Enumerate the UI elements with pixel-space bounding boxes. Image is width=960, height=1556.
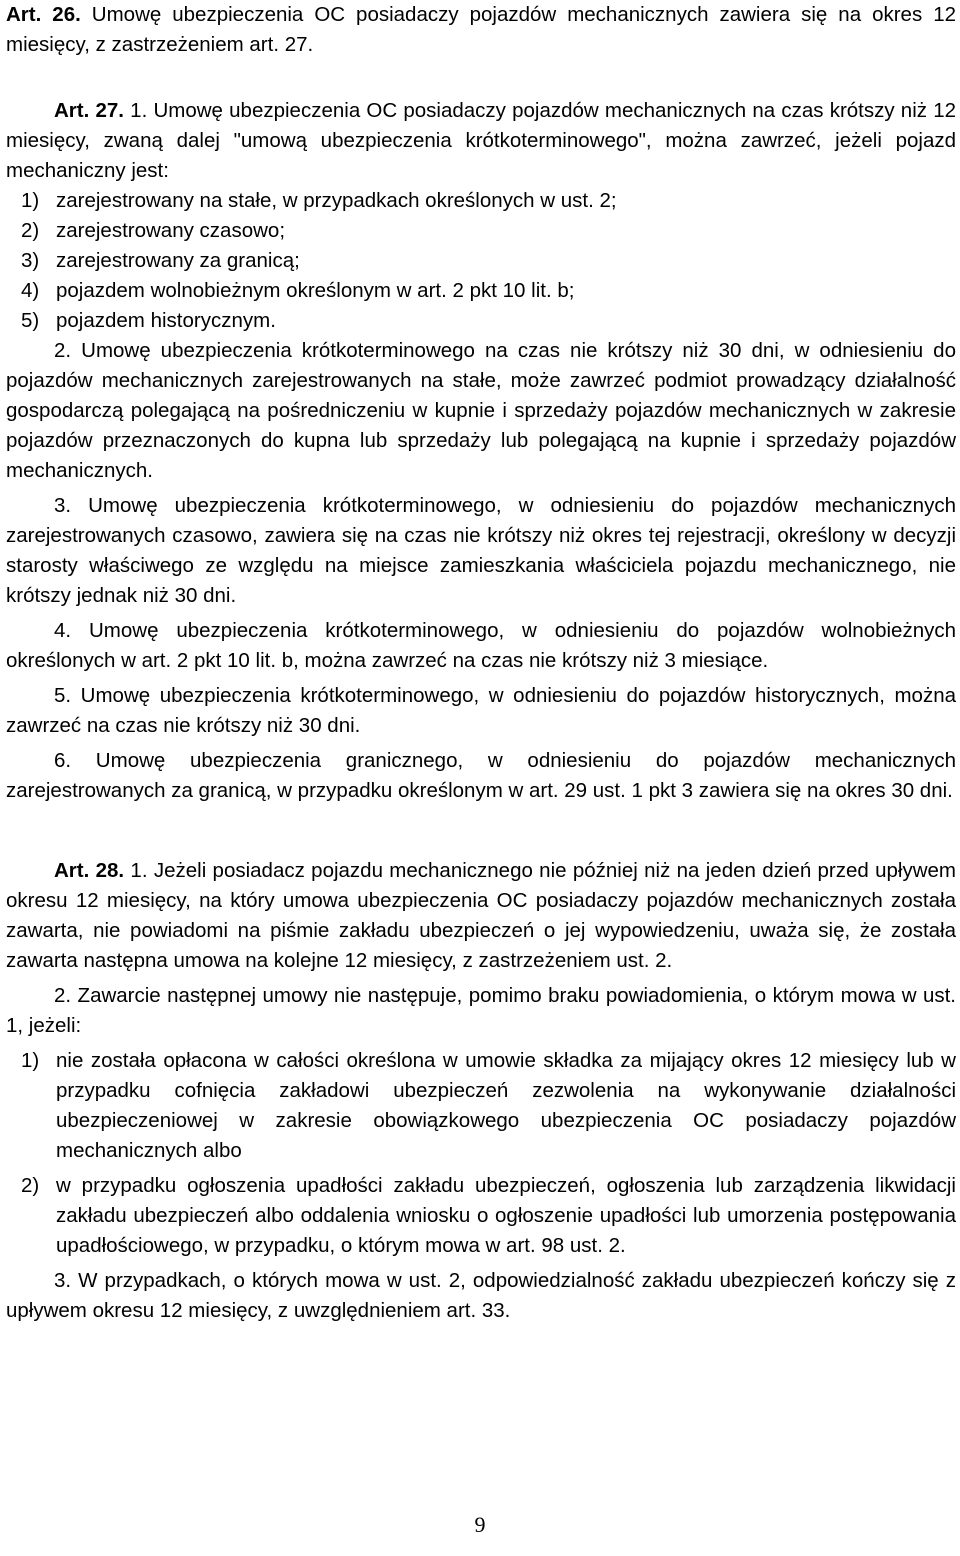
article-27-paragraph-2: 2. Umowę ubezpieczenia krótkoterminowego na czas nie krótszy niż 30 dni, w odniesieniu do pojazdów mechanicznych zarejestrowanych na stałe, może zawrzeć podmiot prowadzący działalność gospodarczą polegającą na pośredniczeniu w kupnie i sprzedaży pojazdów mechanicznych w zakresie pojazdów przeznaczonych do kupna lub sprzedaży lub polegającą na kupnie i sprzedaży pojazdów mechanicznych. xyxy=(6,339,956,482)
article-26 xyxy=(6,0,956,60)
list-item xyxy=(6,306,956,336)
article-27-label: Art. 27. xyxy=(54,99,124,122)
article-27-p1-text: 1. Umowę ubezpieczenia OC posiadaczy pojazdów mechanicznych na czas krótszy niż 12 miesięcy, zwaną dalej "umową ubezpieczenia krótkoterminowego", można zawrzeć, jeżeli pojazd mechaniczny jest: xyxy=(6,99,956,182)
list-item-text: zarejestrowany na stałe, w przypadkach określonych w ust. 2; xyxy=(56,189,617,212)
list-item-text: zarejestrowany czasowo; xyxy=(56,219,286,242)
article-27-paragraph-4: 4. Umowę ubezpieczenia krótkoterminowego, w odniesieniu do pojazdów wolnobieżnych określonych w art. 2 pkt 10 lit. b, można zawrzeć na czas nie krótszy niż 3 miesiące. xyxy=(6,619,956,672)
list-item-text: w przypadku ogłoszenia upadłości zakładu ubezpieczeń, ogłoszenia lub zarządzenia likwidacji zakładu ubezpieczeń albo oddalenia wniosku o ogłoszenie upadłości lub umorzenia postępowania upadłościowego, w przypadku, o którym mowa w art. 98 ust. 2. xyxy=(56,1174,956,1257)
article-28-p1-text: 1. Jeżeli posiadacz pojazdu mechanicznego nie później niż na jeden dzień przed upływem okresu 12 miesięcy, na który umowa ubezpieczenia OC posiadaczy pojazdów mechanicznych została zawarta, nie powiadomi na piśmie zakładu ubezpieczeń o jej wypowiedzeniu, uważa się, że została zawarta następna umowa na kolejne 12 miesięcy, z zastrzeżeniem ust. 2. xyxy=(6,859,956,972)
article-26-label: Art. 26. xyxy=(6,3,81,26)
article-28-list xyxy=(6,1046,956,1261)
article-28-paragraph-1 xyxy=(6,856,956,976)
list-item-number: 1) xyxy=(21,189,40,212)
article-28-label: Art. 28. xyxy=(54,859,125,882)
list-item-text: zarejestrowany za granicą; xyxy=(56,249,300,272)
list-item-number: 3) xyxy=(21,249,40,272)
list-item-number: 2) xyxy=(21,1174,40,1197)
list-item-number: 1) xyxy=(21,1049,40,1072)
article-26-text: Umowę ubezpieczenia OC posiadaczy pojazdów mechanicznych zawiera się na okres 12 miesięcy, z zastrzeżeniem art. 27. xyxy=(6,3,957,56)
list-item-text: nie została opłacona w całości określona w umowie składka za mijający okres 12 miesięcy lub w przypadku cofnięcia zakładowi ubezpieczeń zezwolenia na wykonywanie działalności ubezpieczeniowej w zakresie obowiązkowego ubezpieczenia OC posiadaczy pojazdów mechanicznych albo xyxy=(56,1049,956,1162)
article-27-paragraph-3: 3. Umowę ubezpieczenia krótkoterminowego, w odniesieniu do pojazdów mechanicznych zarejestrowanych czasowo, zawiera się na czas nie krótszy niż okres tej rejestracji, określony w decyzji starosty właściwego ze względu na miejsce zamieszkania właściciela pojazdu mechanicznego, nie krótszy jednak niż 30 dni. xyxy=(6,494,956,607)
page-number: 9 xyxy=(474,1512,486,1537)
article-28-paragraph-3: 3. W przypadkach, o których mowa w ust. 2, odpowiedzialność zakładu ubezpieczeń kończy się z upływem okresu 12 miesięcy, z uwzględnieniem art. 33. xyxy=(6,1269,956,1322)
list-item xyxy=(6,186,956,216)
list-item xyxy=(6,1046,956,1166)
list-item xyxy=(6,276,956,306)
list-item-text: pojazdem wolnobieżnym określonym w art. 2 pkt 10 lit. b; xyxy=(56,279,575,302)
list-item xyxy=(6,1171,956,1261)
article-27-paragraph-6: 6. Umowę ubezpieczenia granicznego, w odniesieniu do pojazdów mechanicznych zarejestrowanych za granicą, w przypadku określonym w art. 29 ust. 1 pkt 3 zawiera się na okres 30 dni. xyxy=(6,749,956,802)
article-28-paragraph-2: 2. Zawarcie następnej umowy nie następuje, pomimo braku powiadomienia, o którym mowa w ust. 1, jeżeli: xyxy=(6,984,956,1037)
list-item xyxy=(6,246,956,276)
article-27-paragraph-1 xyxy=(6,96,956,186)
article-27-paragraph-5: 5. Umowę ubezpieczenia krótkoterminowego, w odniesieniu do pojazdów historycznych, można zawrzeć na czas nie krótszy niż 30 dni. xyxy=(6,684,956,737)
list-item-number: 2) xyxy=(21,219,40,242)
list-item xyxy=(6,216,956,246)
list-item-text: pojazdem historycznym. xyxy=(56,309,276,332)
article-27-list xyxy=(6,186,956,336)
list-item-number: 5) xyxy=(21,309,40,332)
list-item-number: 4) xyxy=(21,279,40,302)
